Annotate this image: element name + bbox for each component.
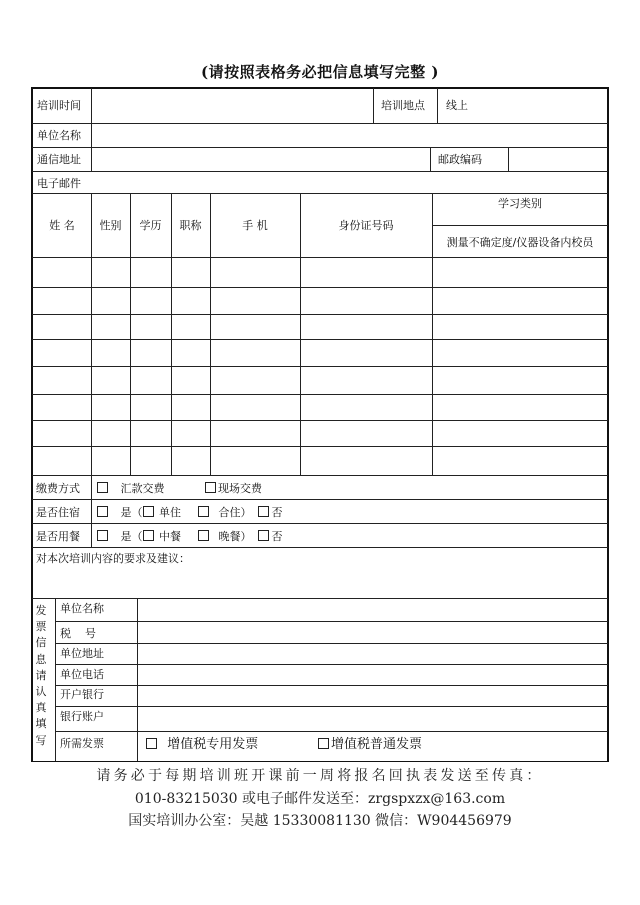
row-line <box>32 171 608 172</box>
row-line <box>32 366 608 367</box>
frame-right-line <box>607 87 609 762</box>
row-line <box>55 664 608 665</box>
row-line <box>32 257 608 258</box>
header-id-number: 身份证号码 <box>338 219 394 232</box>
meals-lunch-label: 中餐 <box>159 530 181 543</box>
divider <box>373 88 374 123</box>
meals-dinner-checkbox[interactable] <box>198 530 209 541</box>
meals-lunch-checkbox[interactable] <box>143 530 154 541</box>
payment-onsite-option[interactable] <box>205 482 262 495</box>
meals-yes-label: 是（ <box>120 530 143 543</box>
suggestions-label: 对本次培训内容的要求及建议： <box>36 552 190 565</box>
invoice-side-label: 发票信息请认真填写 <box>35 604 47 747</box>
accommodation-label: 是否住宿 <box>36 506 80 519</box>
label-column-divider <box>91 88 92 172</box>
row-line <box>55 643 608 644</box>
training-location-value: 线上 <box>446 99 468 112</box>
divider <box>508 147 509 171</box>
payment-label: 缴费方式 <box>36 482 80 495</box>
accommodation-yes-checkbox[interactable] <box>97 506 108 517</box>
row-line <box>32 394 608 395</box>
accommodation-no-checkbox[interactable] <box>258 506 269 517</box>
meals-yes-checkbox[interactable] <box>97 530 108 541</box>
row-line <box>32 339 608 340</box>
row-line <box>55 685 608 686</box>
accommodation-yes-label: 是（ <box>120 506 143 519</box>
header-gender: 性别 <box>99 219 122 232</box>
row-line <box>32 123 608 124</box>
frame-bottom-line <box>31 761 609 762</box>
invoice-bank-label: 开户银行 <box>60 688 104 701</box>
header-study-category-option: 测量不确定度/仪器设备内校员 <box>446 236 594 249</box>
mailing-address-label: 通信地址 <box>37 153 81 166</box>
column-line <box>55 598 56 761</box>
postal-code-label: 邮政编码 <box>438 153 482 166</box>
company-name-label: 单位名称 <box>37 129 81 142</box>
column-line <box>130 193 131 475</box>
divider <box>437 88 438 123</box>
invoice-type-label: 所需发票 <box>60 737 104 750</box>
header-study-category: 学习类别 <box>498 197 542 210</box>
invoice-account-label: 银行账户 <box>60 710 104 723</box>
row-line <box>55 731 608 732</box>
invoice-special-label: 增值税专用发票 <box>167 737 259 752</box>
row-line <box>32 475 608 476</box>
payment-onsite-label: 现场交费 <box>218 482 262 495</box>
row-line <box>55 706 608 707</box>
row-line <box>32 523 608 524</box>
row-line <box>55 621 608 622</box>
row-line <box>32 446 608 447</box>
column-line <box>137 598 138 761</box>
checkbox[interactable] <box>318 738 329 749</box>
row-line <box>32 598 608 599</box>
header-title: 职称 <box>179 219 202 232</box>
invoice-general-label: 增值税普通发票 <box>331 737 423 752</box>
invoice-company-label: 单位名称 <box>60 602 104 615</box>
form-title: (请按照表格务必把信息填写完整 ) <box>201 63 439 81</box>
row-line <box>32 314 608 315</box>
invoice-address-label: 单位地址 <box>60 647 104 660</box>
meals-no-checkbox[interactable] <box>258 530 269 541</box>
invoice-special-option[interactable] <box>146 737 258 752</box>
invoice-tax-number-label: 税 号 <box>60 627 96 640</box>
accommodation-single-label: 单住 <box>159 506 181 519</box>
header-education: 学历 <box>139 219 162 232</box>
training-location-label: 培训地点 <box>381 99 425 112</box>
meals-options <box>97 530 282 543</box>
accommodation-shared-checkbox[interactable] <box>198 506 209 517</box>
accommodation-single-checkbox[interactable] <box>143 506 154 517</box>
header-name: 姓 名 <box>49 219 75 232</box>
footer-line-3: 国实培训办公室：吴越 15330081130 微信：W904456979 <box>128 813 512 829</box>
row-line <box>32 420 608 421</box>
payment-remittance-option[interactable] <box>97 482 165 495</box>
training-time-label: 培训时间 <box>37 99 81 112</box>
row-line <box>32 499 608 500</box>
column-line <box>300 193 301 475</box>
meals-no-label: 否 <box>271 530 283 543</box>
column-line <box>91 475 92 548</box>
checkbox[interactable] <box>205 482 216 493</box>
email-label: 电子邮件 <box>37 177 81 190</box>
accommodation-shared-label: 合住） <box>218 506 252 519</box>
payment-remittance-label: 汇款交费 <box>120 482 165 495</box>
column-line <box>91 193 92 475</box>
row-line <box>32 147 608 148</box>
meals-dinner-label: 晚餐） <box>218 530 252 543</box>
row-line <box>32 193 608 194</box>
checkbox[interactable] <box>97 482 108 493</box>
frame-top-line <box>31 87 609 89</box>
accommodation-options <box>97 506 282 519</box>
accommodation-no-label: 否 <box>271 506 283 519</box>
column-line <box>171 193 172 475</box>
row-line <box>432 225 608 226</box>
header-mobile: 手 机 <box>242 219 268 232</box>
footer-line-2: 010-83215030 或电子邮件发送至：zrgspxzx@163.com <box>134 791 506 807</box>
column-line <box>210 193 211 475</box>
meals-label: 是否用餐 <box>36 530 80 543</box>
invoice-phone-label: 单位电话 <box>60 668 104 681</box>
invoice-general-option[interactable] <box>318 737 422 752</box>
footer-line-1: 请务必于每期培训班开课前一周将报名回执表发送至传真： <box>96 768 544 784</box>
row-line <box>32 287 608 288</box>
row-line <box>32 547 608 548</box>
divider <box>430 147 431 171</box>
checkbox[interactable] <box>146 738 157 749</box>
